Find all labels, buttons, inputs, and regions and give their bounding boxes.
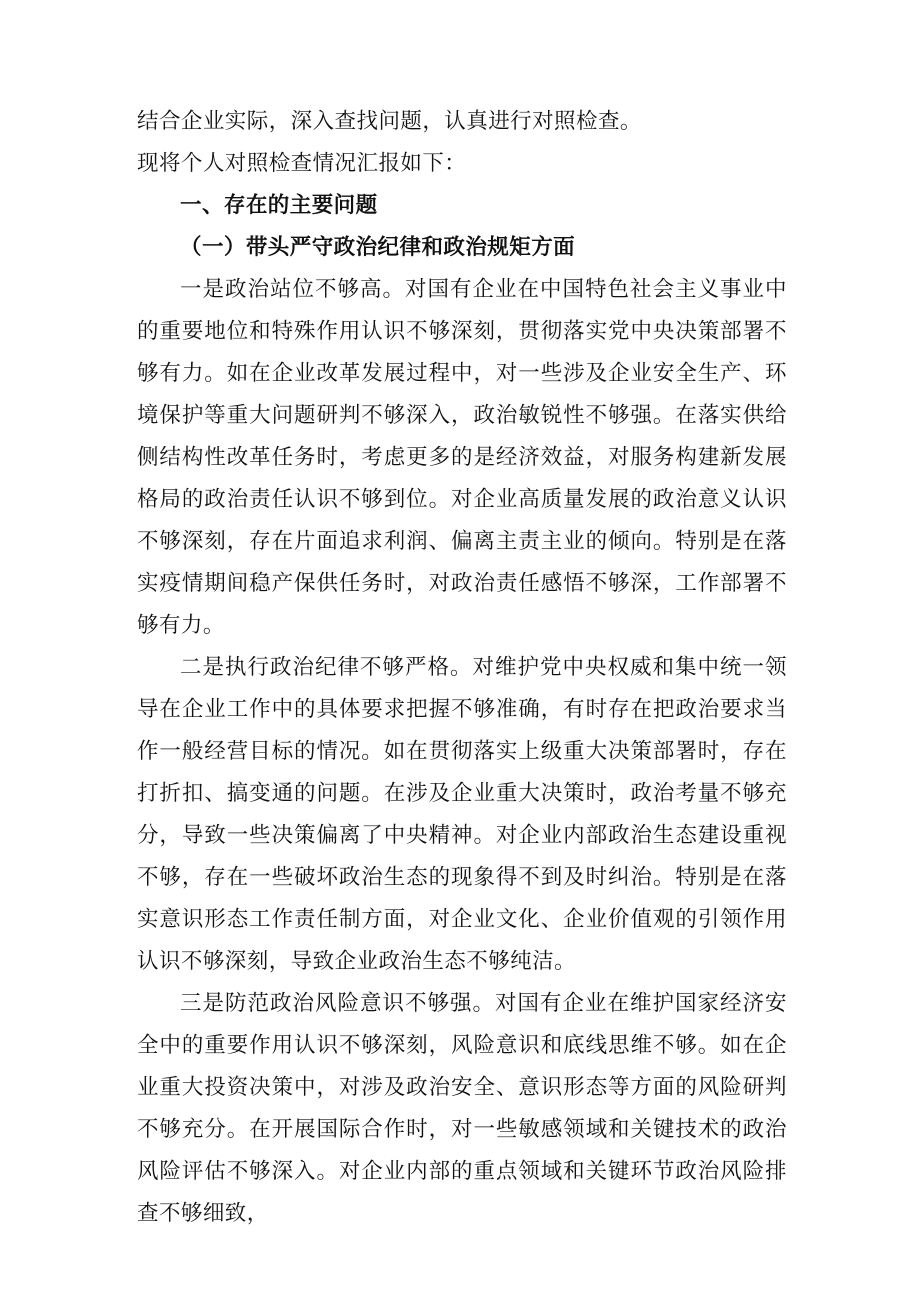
paragraph-problem-three: 三是防范政治风险意识不够强。对国有企业在维护国家经济安全中的重要作用认识不够深刻，风险意识和底线思维不够。如在企业重大投资决策中，对涉及政治安全、意识形态等方面的风险研判不够充分。在开展国际合作时，对一些敏感领域和关键技术的政治风险评估不够深入。对企业内部的重点领域和关键环节政治风险排查不够细致， — [137, 991, 787, 1226]
document-body — [137, 101, 787, 1235]
subsection-heading-political-discipline: （一）带头严守政治纪律和政治规矩方面 — [180, 235, 576, 260]
paragraph-problem-one: 一是政治站位不够高。对国有企业在中国特色社会主义事业中的重要地位和特殊作用认识不够深刻，贯彻落实党中央决策部署不够有力。如在企业改革发展过程中，对一些涉及企业安全生产、环境保护等重大问题研判不够深入，政治敏锐性不够强。在落实供给侧结构性改革任务时，考虑更多的是经济效益，对服务构建新发展格局的政治责任认识不够到位。对企业高质量发展的政治意义认识不够深刻，存在片面追求利润、偏离主责主业的倾向。特别是在落实疫情期间稳产保供任务时，对政治责任感悟不够深，工作部署不够有力。 — [137, 277, 787, 638]
paragraph-problem-two: 二是执行政治纪律不够严格。对维护党中央权威和集中统一领导在企业工作中的具体要求把握不够准确，有时存在把政治要求当作一般经营目标的情况。如在贯彻落实上级重大决策部署时，存在打折扣、搞变通的问题。在涉及企业重大决策时，政治考量不够充分，导致一些决策偏离了中央精神。对企业内部政治生态建设重视不够，存在一些破坏政治生态的现象得不到及时纠治。特别是在落实意识形态工作责任制方面，对企业文化、企业价值观的引领作用认识不够深刻，导致企业政治生态不够纯洁。 — [137, 655, 787, 974]
paragraph-intro-continuation: 结合企业实际，深入查找问题，认真进行对照检查。 — [137, 109, 642, 134]
paragraph-report-lead: 现将个人对照检查情况汇报如下： — [137, 151, 467, 176]
section-heading-main-problems: 一、存在的主要问题 — [180, 193, 378, 218]
